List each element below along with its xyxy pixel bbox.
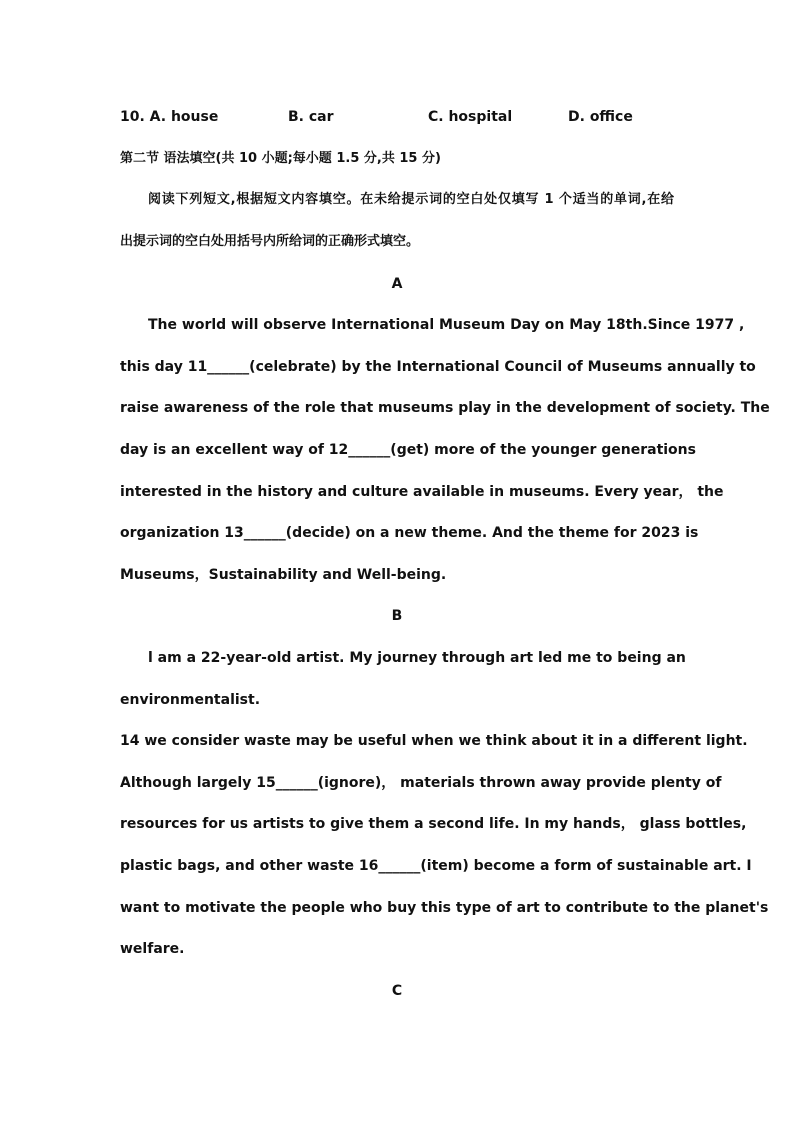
instructions-line-1: 阅读下列短文,根据短文内容填空。在未给提示词的空白处仅填写 1 个适当的单词,在给 [148,192,674,207]
q10-option-d: D. office [568,109,633,125]
passage-b-line: resources for us artists to give them a second life. In my hands， glass bottles, [120,816,747,832]
passage-a-line: day is an excellent way of 12______(get) more of the younger generations [120,442,696,458]
passage-b-line: 14 we consider waste may be useful when we think about it in a different light. [120,733,748,749]
passage-a-line: this day 11______(celebrate) by the International Council of Museums annually to [120,359,756,375]
passage-b-line: want to motivate the people who buy this type of art to contribute to the planet's [120,900,769,916]
passage-a-line: The world will observe International Museum Day on May 18th.Since 1977 , [148,317,745,333]
passage-a-heading: A [391,276,403,292]
passage-b-line: environmentalist. [120,692,261,708]
passage-b-heading: B [391,608,403,624]
passage-b-line: Although largely 15______(ignore)， materials thrown away provide plenty of [120,775,722,791]
passage-a-line: raise awareness of the role that museums play in the development of society. The [120,400,770,416]
q10-option-b: B. car [288,109,334,125]
passage-b-line: plastic bags, and other waste 16______(item) become a form of sustainable art. I [120,858,752,874]
passage-a-line: Museums，Sustainability and Well-being. [120,567,447,583]
passage-b-line: welfare. [120,941,185,957]
q10-option-c: C. hospital [428,109,513,125]
instructions-line-2: 出提示词的空白处用括号内所给词的正确形式填空。 [120,234,420,249]
passage-a-line: interested in the history and culture available in museums. Every year， the [120,484,724,500]
passage-a-line: organization 13______(decide) on a new theme. And the theme for 2023 is [120,525,699,541]
passage-b-line: l am a 22-year-old artist. My journey through art led me to being an [148,650,686,666]
q10-option-a: 10. A. house [120,109,219,125]
section-title: 第二节 语法填空(共 10 小题;每小题 1.5 分,共 15 分) [120,151,441,166]
passage-c-heading: C [391,983,403,999]
